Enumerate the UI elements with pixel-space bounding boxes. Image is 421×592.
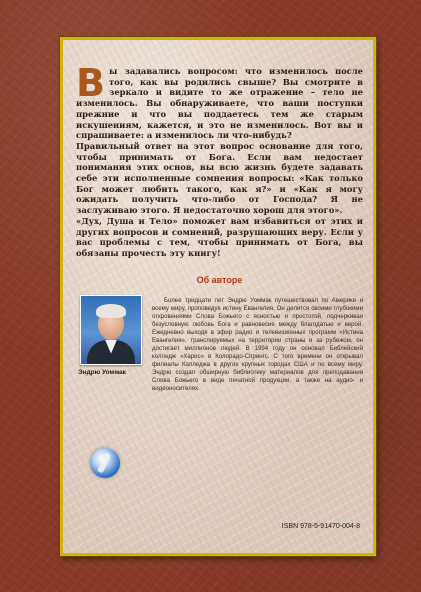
- paragraph-3: «Дух, Душа и Тело» поможет вам избавиться от этих и других вопросов и сомнений, разрушающих веру. Если у вас проблемы с тем, чтобы принимать от Бога, вы обязаны прочесть эту книгу!: [76, 215, 363, 258]
- author-name: Эндрю Уоммак: [78, 368, 126, 376]
- paragraph-1: ы задавались вопросом: что изменилось после того, как вы родились свыше? Вы смотрите в зеркало и видите то же отражение – тело не изменилось. Вы обнаруживаете, что ваши поступки прежние и что вы поддаетесь тем же старым искушениям, кажется, и это не изменилось. Вот вы и спрашиваете: а изменилось ли что-нибудь?: [76, 66, 363, 141]
- back-cover-panel: [63, 40, 373, 553]
- author-photo: [80, 295, 142, 365]
- author-column: [78, 295, 146, 478]
- back-cover-frame: [60, 37, 376, 556]
- main-description: [76, 61, 363, 259]
- author-bio: Более тридцати лет Эндрю Уоммак путешествовал по Америке и всему миру, проповедуя истину Евангелия. Он делится своими глубокими откровениями Слова Божьего с ясностью и простотой, подчеркивая безусловную любовь Бога и равновесие между благодатью и верой. Ежедневно выходя в эфир радио и телевизионных программ «Истина Евангелия», транслируемых на территории страны и за рубежом, он достигает миллионов людей. В 1994 году он основал Библейский колледж «Харис» в Колорадо-Спрингс. С того времени он открывал филиалы Колледжа в других крупных городах США и по всему миру. Эндрю создал обширную библиотеку материалов для преподавания Слова Божьего в виде печатной продукции, а также на аудио- и видеоносителях.: [152, 296, 363, 392]
- about-author-title: Об авторе: [196, 274, 243, 285]
- globe-logo-icon: [90, 448, 120, 478]
- paragraph-2: Правильный ответ на этот вопрос основание для того, чтобы принимать от Бога. Если вам недостает понимания этих основ, вы всю жизнь будете задавать себе эти исполненные сомнения вопросы: «Как только Бог может любить такого, как я?» и «Как я могу ожидать получить что-либо от Господа? Я не заслуживаю этого. Я недостаточно хорош для этого».: [76, 140, 363, 216]
- isbn: ISBN 978-5-91470-004-8: [281, 523, 360, 530]
- drop-cap: В: [76, 61, 105, 105]
- about-author-section: [76, 295, 363, 478]
